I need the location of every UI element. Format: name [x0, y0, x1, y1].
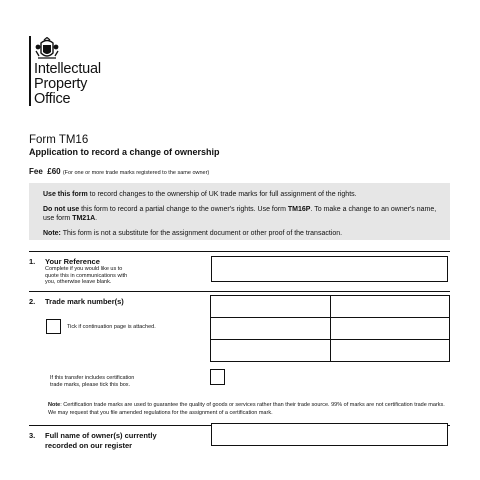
certification-checkbox[interactable]	[210, 369, 225, 385]
notice-line2	[43, 205, 443, 223]
section3-label-line2: recorded on our register	[45, 441, 133, 450]
notice-line2-bold: Do not use	[43, 206, 80, 213]
section2-label: Trade mark number(s)	[45, 297, 124, 306]
certification-note-text: : Certification trade marks are used to guarantee the quality of goods or services rather than their trade source. 99% of marks are not certification trade marks. We may request that you file amended regulations for the assignment of a certification mark.	[48, 402, 445, 416]
notice-form-tm16p: TM16P	[287, 206, 311, 213]
section1-help-line2: quote this in communications with	[45, 272, 128, 279]
section1-help-line1: Complete if you would like us to	[45, 266, 123, 272]
certification-label-line1: If this transfer includes certification	[50, 375, 135, 381]
section3-label-line1: Full name of owner(s) currently	[45, 431, 157, 440]
notice-form-tm21a: TM21A	[72, 215, 96, 222]
logo-rule	[29, 36, 31, 106]
notice-line1-text: to record changes to the ownership of UK trade marks for full assignment of the rights.	[87, 191, 357, 198]
notice-line2-end: .	[95, 215, 98, 222]
notice-line2-text-b: . To make a change to an owner's name, use form	[43, 206, 437, 222]
notice-line3-text: This form is not a substitute for the assignment document or other proof of the transaction.	[60, 230, 343, 237]
notice-box	[29, 183, 450, 240]
continuation-checkbox[interactable]	[46, 319, 61, 334]
notice-line3-bold: Note:	[43, 230, 61, 237]
reference-field[interactable]	[211, 256, 448, 282]
fee-line	[29, 167, 209, 176]
section1-help	[45, 266, 127, 286]
section2-number: 2.	[29, 297, 36, 306]
fee-label: Fee	[29, 167, 43, 176]
section1-number: 1.	[29, 257, 36, 266]
section2-rule	[29, 291, 450, 292]
section1-help-line3: you, otherwise leave blank.	[45, 279, 112, 285]
notice-line3	[43, 229, 443, 238]
org-name-line2: Property	[34, 76, 88, 92]
trade-mark-number-field-2[interactable]	[330, 295, 450, 318]
certification-note	[48, 401, 450, 417]
certification-note-bold: Note	[48, 402, 61, 408]
current-owner-name-field[interactable]	[211, 423, 448, 446]
form-subtitle: Application to record a change of ownership	[29, 147, 220, 157]
trade-mark-number-field-1[interactable]	[210, 295, 331, 318]
org-name-line3: Office	[34, 91, 71, 107]
trade-mark-number-field-3[interactable]	[210, 317, 331, 340]
section3-label	[45, 431, 157, 451]
trade-mark-number-field-6[interactable]	[330, 339, 450, 362]
notice-line1	[43, 190, 443, 199]
notice-line2-text-a: this form to record a partial change to the owner's rights. Use form	[79, 206, 288, 213]
org-name	[34, 62, 101, 107]
form-title: Form TM16	[29, 134, 89, 146]
certification-label	[50, 375, 134, 388]
trade-mark-number-field-4[interactable]	[330, 317, 450, 340]
trade-mark-number-field-5[interactable]	[210, 339, 331, 362]
continuation-label: Tick if continuation page is attached.	[67, 324, 156, 330]
org-name-line1: Intellectual	[34, 61, 101, 77]
certification-label-line2: trade marks, please tick this box.	[50, 381, 131, 388]
section1-label: Your Reference	[45, 257, 100, 266]
section1-rule	[29, 251, 450, 252]
royal-crest-icon	[34, 37, 60, 61]
section3-number: 3.	[29, 431, 36, 440]
notice-line1-bold: Use this form	[43, 191, 88, 198]
fee-note: (For one or more trade marks registered to the same owner)	[62, 170, 210, 176]
fee-amount: £60	[47, 167, 61, 176]
